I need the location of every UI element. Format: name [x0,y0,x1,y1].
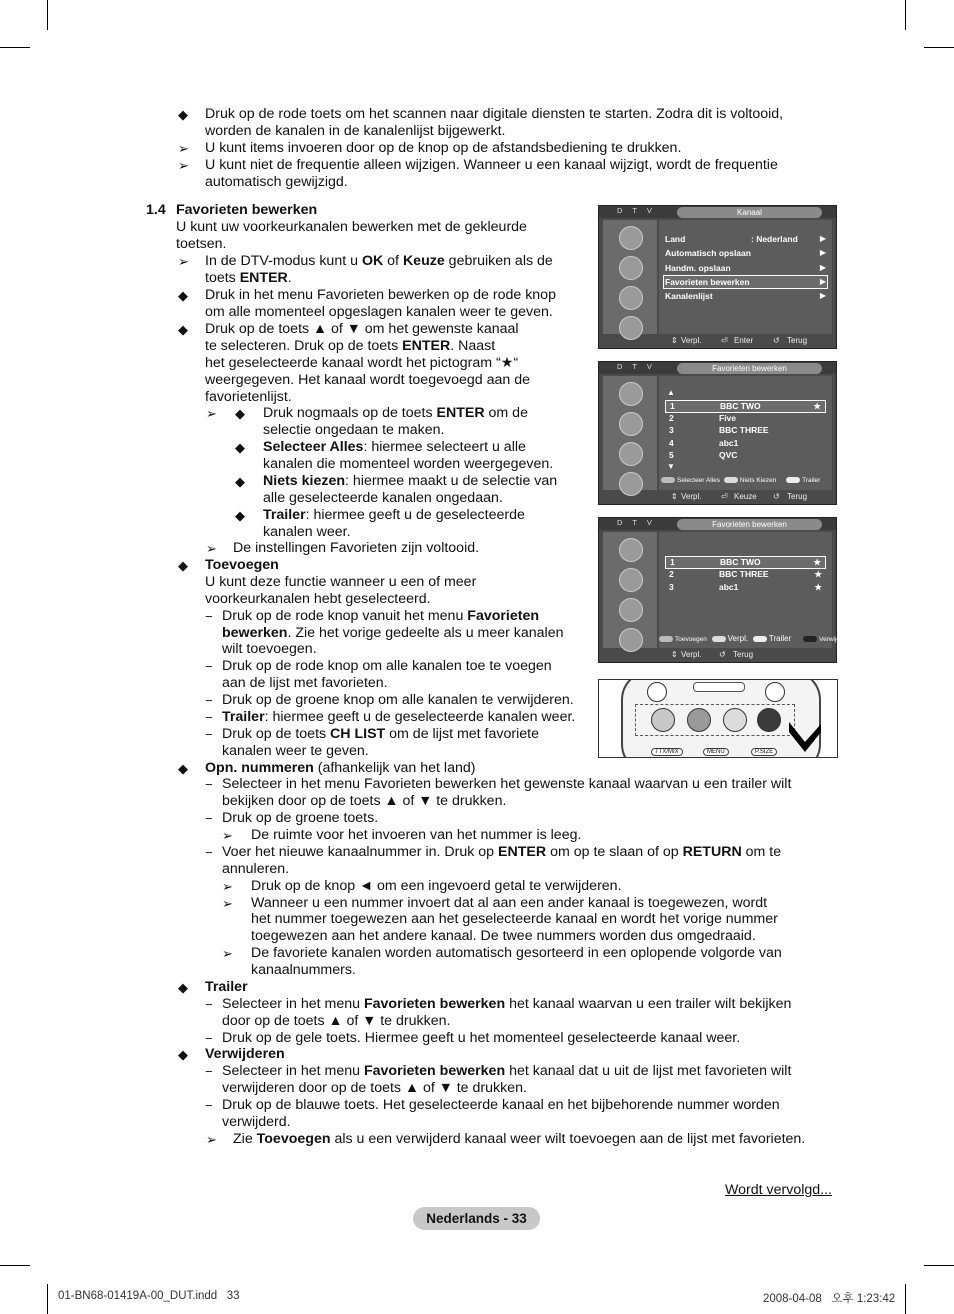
text-line: worden de kanalen in de kanalenlijst bijgewerkt. [205,123,506,139]
setup-gear-icon [619,598,643,622]
remote-dpad-edge [693,682,745,692]
text-line: door op de toets ▲ of ▼ te drukken. [222,1013,451,1029]
hint-enter: Enter [734,336,754,345]
text-line: Zie Toevoegen als u een verwijderd kanaal weer wilt toevoegen aan de lijst met favorieten. [233,1131,806,1147]
color-key-legend: Toevoegen Verpl. Trailer Verwijderen [659,634,853,643]
text-line: Druk op de groene toets. [222,810,379,826]
screen-content [659,376,832,490]
dash-bullet: − [205,659,213,674]
screen-title: Kanaal [677,207,822,218]
text-line: verwijderen door op de toets ▲ of ▼ te drukken. [222,1080,527,1096]
bullet-diamond-icon: ◆ [178,1047,188,1062]
text-line: Druk op de blauwe toets. Het geselecteerde kanaal en het bijbehorende nummer worden [222,1097,780,1113]
return-icon: ↺ [719,650,726,659]
text-line: Druk op de rode knop om alle kanalen toe te voegen [222,658,552,674]
remote-side-button-left [647,682,667,702]
screen-bottombar [659,491,832,503]
bullet-diamond-icon: ◆ [235,508,245,523]
text-line: kanalen weer. [263,524,351,540]
setup-gear-icon [619,286,643,310]
text-line: selectie ongedaan te maken. [263,422,445,438]
screen-title: Favorieten bewerken [677,519,822,530]
text-line: Druk op de rode knop vanuit het menu Favorieten [222,608,540,624]
dash-bullet: − [205,609,213,624]
screen-content [659,220,832,334]
text-line: Selecteer in het menu Favorieten bewerken het kanaal waarvan u een trailer wilt bekijken [222,996,792,1012]
note-arrow-icon: ➢ [206,1132,217,1147]
note-arrow-icon: ➢ [178,158,189,173]
note-arrow-icon: ➢ [178,254,189,269]
channel-row: 1 BBC TWO ★ [665,556,826,569]
continued-note: Wordt vervolgd... [725,1182,832,1198]
crop-mark [47,0,48,30]
screen-sidebar [603,376,657,490]
dash-bullet: − [205,1064,213,1079]
return-icon: ↺ [773,336,780,345]
file-info: 01-BN68-01419A-00_DUT.indd 33 [58,1290,240,1302]
text-line: bekijken door op de toets ▲ of ▼ te drukken. [222,793,507,809]
text-line: De instellingen Favorieten zijn voltooid. [233,540,480,556]
dash-bullet: − [205,777,213,792]
bullet-diamond-icon: ◆ [178,980,188,995]
text-line: U kunt niet de frequentie alleen wijzigen. Wanneer u een kanaal wijzigt, wordt de frequentie [205,157,778,173]
arrow-right-icon: ▶ [819,234,826,243]
channel-row: 1 BBC TWO ★ [665,400,826,413]
dtv-label: D T V [617,206,656,215]
green-button [687,708,711,732]
text-line: Trailer: hiermee geeft u de geselecteerde [263,507,525,523]
text-line: U kunt items invoeren door op de knop op de afstandsbediening te drukken. [205,140,682,156]
note-arrow-icon: ➢ [222,879,233,894]
bullet-diamond-icon: ◆ [178,107,188,122]
text-line: Druk op de knop ◄ om een ingevoerd getal te verwijderen. [251,878,622,894]
dtv-label: D T V [617,518,656,527]
text-line: Selecteer in het menu Favorieten bewerken het gewenste kanaal waarvan u een trailer wilt [222,776,792,792]
color-key-legend: Selecteer Alles Niets Kiezen Trailer [661,477,820,484]
red-key-icon [661,477,675,483]
return-icon: ↺ [773,492,780,501]
updown-icon: ⇕ [671,336,678,345]
text-line: Druk op de gele toets. Hiermee geeft u het momenteel geselecteerde kanaal weer. [222,1030,741,1046]
yellow-button [723,708,747,732]
text-line: het geselecteerde kanaal wordt het pictogram “★“ [205,355,519,371]
text-line: Druk op de groene knop om alle kanalen te verwijderen. [222,692,574,708]
bullet-diamond-icon: ◆ [178,288,188,303]
dash-bullet: − [205,997,213,1012]
note-arrow-icon: ➢ [222,828,233,843]
text-line: toetsen. [176,236,227,252]
enter-icon: ⏎ [721,492,728,501]
tv-menu-screen-favorieten [598,361,837,505]
text-line: verwijderd. [222,1114,291,1130]
arrow-right-icon: ▶ [819,248,826,257]
sound-icon [619,412,643,436]
input-icon [619,316,643,340]
dash-bullet: − [205,1031,213,1046]
remote-control-illustration [598,679,838,758]
yellow-key-icon [753,636,767,642]
tv-menu-screen-kanaal [598,205,837,349]
channel-row: 4 abc1 [669,438,739,448]
text-line: kanaalnummers. [251,962,356,978]
text-line: automatisch gewijzigd. [205,174,348,190]
text-line: U kunt deze functie wanneer u een of meer [205,574,477,590]
section-number: 1.4 [146,202,166,218]
text-line: alle geselecteerde kanalen ongedaan. [263,490,503,506]
screen-content [659,532,854,648]
input-icon [619,628,643,652]
bullet-diamond-icon: ◆ [178,761,188,776]
green-key-icon [724,477,738,483]
text-line: wilt toevoegen. [222,641,317,657]
text-line: kanalen weer te geven. [222,743,369,759]
print-date: 2008-04-08 오후 1:23:42 [763,1293,896,1305]
note-arrow-icon: ➢ [222,896,233,911]
hint-return: Terug [733,650,754,659]
screen-sidebar [603,220,657,334]
note-arrow-icon: ➢ [178,141,189,156]
dash-bullet: − [205,811,213,826]
text-line: Druk nogmaals op de toets ENTER om de [263,405,528,421]
text-line: weergegeven. Het kanaal wordt toegevoegd aan de [205,372,530,388]
subsection-title: Verwijderen [205,1046,285,1062]
arrow-right-icon: ▶ [819,291,826,300]
text-line: te selecteren. Druk op de toets ENTER. Naast [205,338,496,354]
bullet-diamond-icon: ◆ [178,558,188,573]
page-number-badge: Nederlands - 33 [413,1207,540,1230]
text-line: Druk op de toets CH LIST om de lijst met favoriete [222,726,539,742]
subsection-title: Toevoegen [205,557,279,573]
green-key-icon [712,636,726,642]
text-line: toets ENTER. [205,270,292,286]
text-line: In de DTV-modus kunt u OK of Keuze gebruiken als de [205,253,553,269]
text-line: U kunt uw voorkeurkanalen bewerken met de gekleurde [176,219,527,235]
hint-return: Terug [787,492,808,501]
crop-mark [0,1265,30,1266]
crop-mark [905,1284,906,1314]
text-line: Selecteer Alles: hiermee selecteert u alle [263,439,526,455]
screen-bottombar [659,335,832,347]
updown-icon: ⇕ [671,650,678,659]
tv-menu-screen-favorieten-list [598,517,854,663]
red-key-icon [659,636,673,642]
text-line: annuleren. [222,861,290,877]
text-line: kanalen die momenteel worden weergegeven. [263,456,554,472]
dash-bullet: − [205,727,213,742]
section-title: Favorieten bewerken [176,202,318,218]
picture-icon [619,538,643,562]
text-line: bewerken. Zie het vorige gedeelte als u meer kanalen [222,625,564,641]
screen-title: Favorieten bewerken [677,363,822,374]
crop-mark [924,47,954,48]
text-line: Druk in het menu Favorieten bewerken op de rode knop [205,287,556,303]
text-line: Druk op de rode toets om het scannen naar digitale diensten te starten. Zodra dit is voltooid, [205,106,784,122]
sound-icon [619,568,643,592]
blue-button [757,708,781,732]
screen-sidebar [603,532,657,648]
dtv-label: D T V [617,362,656,371]
ttx-mix-label: TTX/MIX [651,748,683,756]
enter-icon: ⏎ [721,336,728,345]
channel-row: 3 BBC THREE [669,425,769,435]
text-line: toegewezen aan het andere kanaal. De twee nummers worden dus omgedraaid. [251,928,756,944]
channel-row: 2 Five [669,413,737,423]
text-line: Trailer: hiermee geeft u de geselecteerde kanalen weer. [222,709,576,725]
text-line: favorietenlijst. [205,389,292,405]
channel-row: 3 abc1 ★ [669,582,822,592]
subsection-title: Opn. nummeren (afhankelijk van het land) [205,760,476,776]
text-line: De favoriete kanalen worden automatisch gesorteerd in een oplopende volgorde van [251,945,782,961]
text-line: voorkeurkanalen hebt geselecteerd. [205,591,431,607]
scroll-up-icon: ▲ [667,388,675,397]
psize-label: P.SIZE [751,748,777,756]
channel-row: 5 QVC [669,450,738,460]
menu-item-favorieten-bewerken: Favorieten bewerken [665,277,750,287]
dash-bullet: − [205,845,213,860]
text-line: Selecteer in het menu Favorieten bewerken het kanaal dat u uit de lijst met favorieten wilt [222,1063,792,1079]
note-arrow-icon: ➢ [206,406,217,421]
menu-label: MENU [703,748,729,756]
hint-return: Terug [787,336,808,345]
sound-icon [619,256,643,280]
screen-bottombar [659,649,832,661]
hint-select: Keuze [734,492,757,501]
dash-bullet: − [205,710,213,725]
bullet-diamond-icon: ◆ [235,406,245,421]
text-line: Druk op de toets ▲ of ▼ om het gewenste kanaal [205,321,519,337]
text-line: Niets kiezen: hiermee maakt u de selectie van [263,473,558,489]
dash-bullet: − [205,1098,213,1113]
dash-bullet: − [205,693,213,708]
updown-icon: ⇕ [671,492,678,501]
crop-mark [47,1284,48,1314]
menu-item-land: Land : Nederland [665,234,798,244]
bullet-diamond-icon: ◆ [178,322,188,337]
text-line: aan de lijst met favorieten. [222,675,388,691]
text-line: het nummer toegewezen aan het geselecteerde kanaal en wordt het vorige nummer [251,911,778,927]
picture-icon [619,226,643,250]
menu-item-auto-save: Automatisch opslaan [665,248,751,258]
text-line: De ruimte voor het invoeren van het nummer is leeg. [251,827,582,843]
text-line: om alle momenteel opgeslagen kanalen weer te geven. [205,304,553,320]
channel-row: 2 BBC THREE ★ [669,569,822,579]
crop-mark [0,47,30,48]
input-icon [619,472,643,496]
subsection-title: Trailer [205,979,248,995]
crop-mark [905,0,906,30]
hint-move: Verpl. [681,650,702,659]
bullet-diamond-icon: ◆ [235,440,245,455]
arrow-right-icon: ▶ [819,263,826,272]
menu-item-kanalenlijst: Kanalenlijst [665,291,713,301]
yellow-key-icon [786,477,800,483]
text-line: Voer het nieuwe kanaalnummer in. Druk op ENTER om op te slaan of op RETURN om te [222,844,782,860]
remote-side-button-right [765,682,785,702]
note-arrow-icon: ➢ [222,946,233,961]
picture-icon [619,382,643,406]
note-arrow-icon: ➢ [206,541,217,556]
arrow-right-icon: ▶ [819,277,826,286]
scroll-down-icon: ▼ [667,462,675,471]
blue-key-icon [803,636,817,642]
red-button [651,708,675,732]
finger-pointer-icon [787,718,823,754]
setup-gear-icon [619,442,643,466]
hint-move: Verpl. [681,336,702,345]
crop-mark [924,1265,954,1266]
menu-item-manual-save: Handm. opslaan [665,263,731,273]
hint-move: Verpl. [681,492,702,501]
bullet-diamond-icon: ◆ [235,474,245,489]
text-line: Wanneer u een nummer invoert dat al aan een ander kanaal is toegewezen, wordt [251,895,768,911]
